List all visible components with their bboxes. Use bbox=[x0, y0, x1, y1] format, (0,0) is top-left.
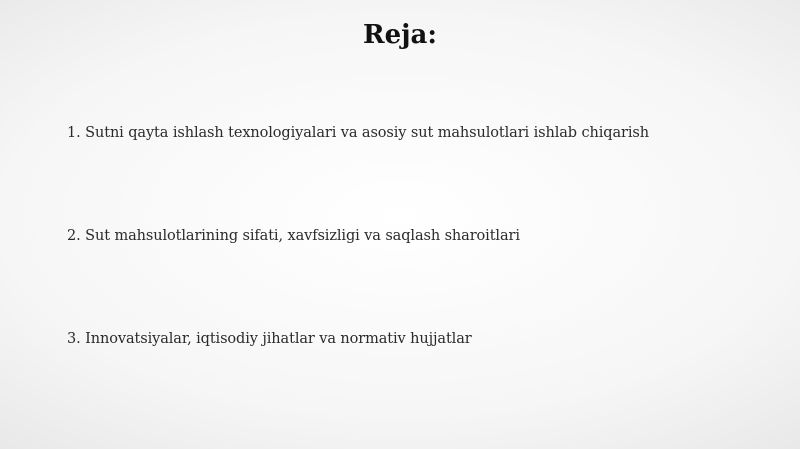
plan-item-2: 2. Sut mahsulotlarining sifati, xavfsizligi va saqlash sharoitlari bbox=[67, 228, 520, 244]
plan-item-3: 3. Innovatsiyalar, iqtisodiy jihatlar va normativ hujjatlar bbox=[67, 331, 472, 347]
slide-title: Reja: bbox=[362, 20, 437, 50]
plan-item-1: 1. Sutni qayta ishlash texnologiyalari va asosiy sut mahsulotlari ishlab chiqarish bbox=[67, 125, 649, 141]
